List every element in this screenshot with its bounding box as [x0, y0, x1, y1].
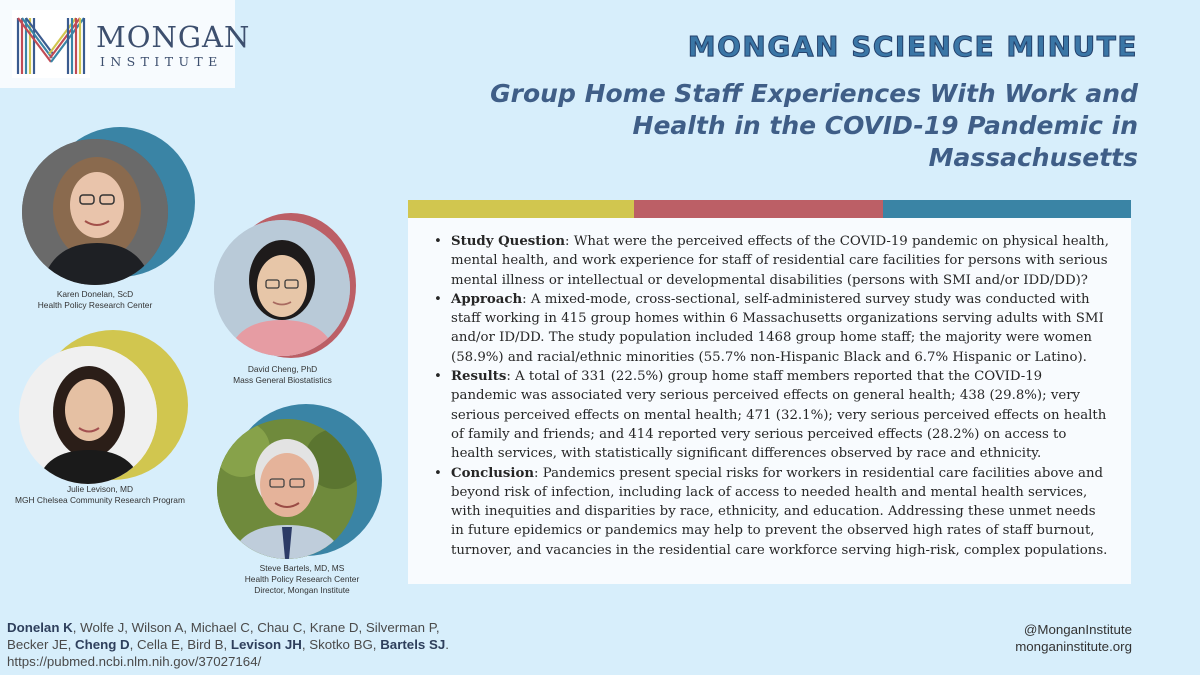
person-affiliation: Mass General Biostatistics: [233, 375, 332, 385]
citation-text: , Skotko BG,: [301, 637, 381, 652]
citation-text: .: [445, 637, 449, 652]
person-photo-icon: [22, 139, 168, 285]
logo-subtitle: INSTITUTE: [100, 54, 223, 69]
portrait-steve-bartels: [217, 419, 357, 559]
conclusion-item: [428, 464, 1111, 560]
person-photo-icon: [214, 220, 350, 356]
summary-panel: [408, 218, 1131, 584]
section-label: Conclusion: [451, 465, 535, 481]
color-bar: [408, 200, 1131, 218]
citation: [7, 619, 477, 670]
citation-url[interactable]: https://pubmed.ncbi.nlm.nih.gov/37027164/: [7, 654, 262, 669]
caption-karen-donelan: [5, 289, 185, 311]
social-handle[interactable]: @MonganInstitute: [1023, 622, 1132, 637]
logo: [0, 0, 251, 88]
caption-julie-levison: [0, 484, 200, 506]
color-bar-yellow: [408, 200, 634, 218]
summary-list: [428, 232, 1111, 560]
person-affiliation: Health Policy Research Center: [37, 300, 153, 310]
person-name: David Cheng, PhD: [247, 364, 318, 374]
section-text: : A mixed-mode, cross-sectional, self-administered survey study was conducted with staff working in 415 group homes within 6 Massachusetts organizations serving adults with SMI and/or ID/DD. The study population included 1468 group home staff; the majority were women (58.9%) and racial/ethnic minorities (55.7% non-Hispanic Black and 6.7% Hispanic or Latino).: [451, 291, 1104, 365]
study-question-item: [428, 232, 1111, 290]
paper-title: Group Home Staff Experiences With Work and Health in the COVID-19 Pandemic in Massachusetts: [490, 79, 1138, 172]
section-text: : What were the perceived effects of the COVID-19 pandemic on physical health, mental health, and work experience for staff of residential care facilities for persons with serious mental illness or intellectual or developmental disabilities (persons with SMI and/or IDD/DD)?: [451, 234, 1109, 288]
section-label: Approach: [451, 291, 523, 307]
website-link[interactable]: monganinstitute.org: [1015, 639, 1132, 654]
caption-david-cheng: [205, 364, 360, 386]
portrait-julie-levison: [19, 346, 157, 484]
results-item: [428, 367, 1111, 463]
citation-text: , Wolfe J, Wilson A, Michael C, Chau C, Krane D, Silverman P, Becker JE,: [7, 620, 440, 652]
section-label: Study Question: [451, 234, 565, 249]
person-affiliation-secondary: Director, Mongan Institute: [254, 585, 350, 595]
citation-text: , Cella E, Bird B,: [129, 637, 231, 652]
person-affiliation: MGH Chelsea Community Research Program: [15, 495, 185, 505]
social-info: [1015, 621, 1132, 655]
citation-author: Cheng D: [74, 637, 130, 652]
section-label: Results: [451, 369, 507, 385]
portrait-karen-donelan: [22, 139, 168, 285]
citation-author: Bartels SJ: [380, 637, 446, 652]
color-bar-blue: [883, 200, 1131, 218]
person-affiliation: Health Policy Research Center: [244, 574, 360, 584]
color-bar-red: [634, 200, 883, 218]
mongan-logo-mark-icon: [12, 10, 90, 78]
logo-title: MONGAN: [96, 20, 251, 54]
person-photo-icon: [217, 419, 357, 559]
person-name: Julie Levison, MD: [66, 484, 134, 494]
person-photo-icon: [19, 346, 157, 484]
approach-item: [428, 290, 1111, 367]
section-text: : A total of 331 (22.5%) group home staff members reported that the COVID-19 pandemic was associated very serious perceived effects on general health; 438 (29.8%); very serious perceived effects on mental health; 471 (32.1%); very serious perceived effects on health of family and friends; and 414 reported very serious perceived effects (28.2%) on access to health services, with statistically significant differences observed by race and ethnicity.: [451, 369, 1107, 462]
person-name: Steve Bartels, MD, MS: [259, 563, 345, 573]
person-name: Karen Donelan, ScD: [56, 289, 134, 299]
page-title: MONGAN SCIENCE MINUTE: [687, 30, 1138, 63]
citation-author: Levison JH: [230, 637, 302, 652]
portrait-david-cheng: [214, 220, 350, 356]
section-text: : Pandemics present special risks for workers in residential care facilities above and beyond risk of infection, including lack of access to needed health and mental health services, with inequities and disparities by race, ethnicity, and education. Addressing these unmet needs in future epidemics or pandemics may help to prevent the observed high rates of staff burnout, turnover, and vacancies in the residential care workforce serving high-risk, complex populations.: [451, 465, 1108, 558]
citation-author: Donelan K: [7, 620, 73, 635]
caption-steve-bartels: [222, 563, 382, 596]
